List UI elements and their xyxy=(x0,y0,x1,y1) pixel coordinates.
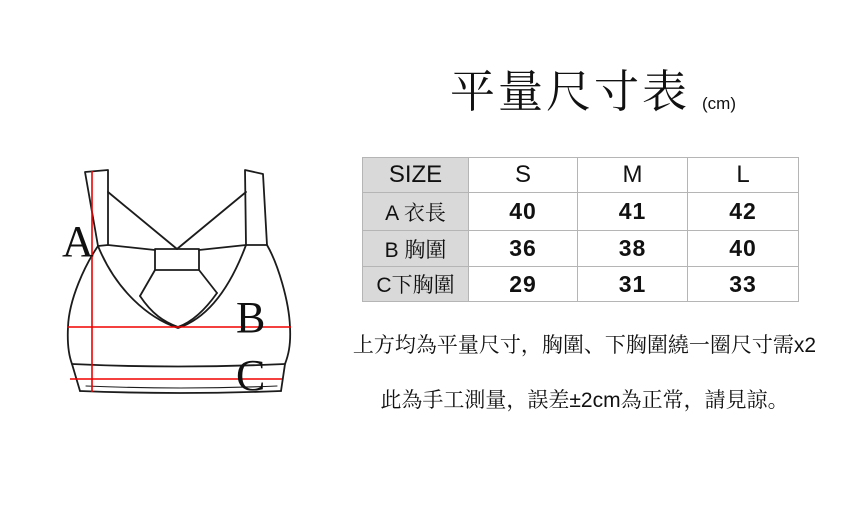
note-line-2: 此為手工測量，誤差±2cm為正常，請見諒。 xyxy=(380,389,789,412)
bust-m: 38 xyxy=(578,231,688,267)
left-cross-strap-outer xyxy=(108,245,155,250)
bra-back-diagram xyxy=(20,130,340,420)
size-table-header-row xyxy=(363,158,799,193)
inner-scoop xyxy=(140,293,217,327)
row-label-underbust: C下胸圍 xyxy=(363,267,469,302)
measure-label-c: C xyxy=(236,351,266,400)
table-row-length xyxy=(363,193,799,231)
row-label-length: A 衣長 xyxy=(363,193,469,231)
outer-scoop xyxy=(98,245,246,328)
underbust-s: 29 xyxy=(469,267,578,302)
size-table-header-size: SIZE xyxy=(363,158,469,193)
size-table xyxy=(362,157,799,302)
underbust-l: 33 xyxy=(688,267,799,302)
left-cross-strap-inner xyxy=(108,192,177,249)
underbust-m: 31 xyxy=(578,267,688,302)
size-table-header-l: L xyxy=(688,158,799,193)
center-clasp xyxy=(155,249,199,270)
measure-label-a: A xyxy=(62,217,94,266)
left-lower-strap xyxy=(140,270,155,296)
table-row-bust xyxy=(363,231,799,267)
length-s: 40 xyxy=(469,193,578,231)
bust-s: 36 xyxy=(469,231,578,267)
measure-label-b: B xyxy=(236,293,266,342)
title-text: 平量尺寸表 xyxy=(450,66,691,117)
left-side-seam xyxy=(68,246,98,391)
note-line-1: 上方均為平量尺寸，胸圍、下胸圍繞一圈尺寸需x2 xyxy=(352,334,817,357)
right-lower-strap xyxy=(199,270,217,293)
table-row-underbust xyxy=(363,267,799,302)
right-strap xyxy=(245,170,267,245)
bust-l: 40 xyxy=(688,231,799,267)
title-unit: (cm) xyxy=(702,93,736,113)
length-m: 41 xyxy=(578,193,688,231)
right-side-seam xyxy=(267,245,290,391)
size-table-header-m: M xyxy=(578,158,688,193)
page-title xyxy=(450,66,736,118)
length-l: 42 xyxy=(688,193,799,231)
size-table-header-s: S xyxy=(469,158,578,193)
row-label-bust: B 胸圍 xyxy=(363,231,469,267)
right-cross-strap-outer xyxy=(199,245,246,250)
right-cross-strap-inner xyxy=(177,192,246,249)
